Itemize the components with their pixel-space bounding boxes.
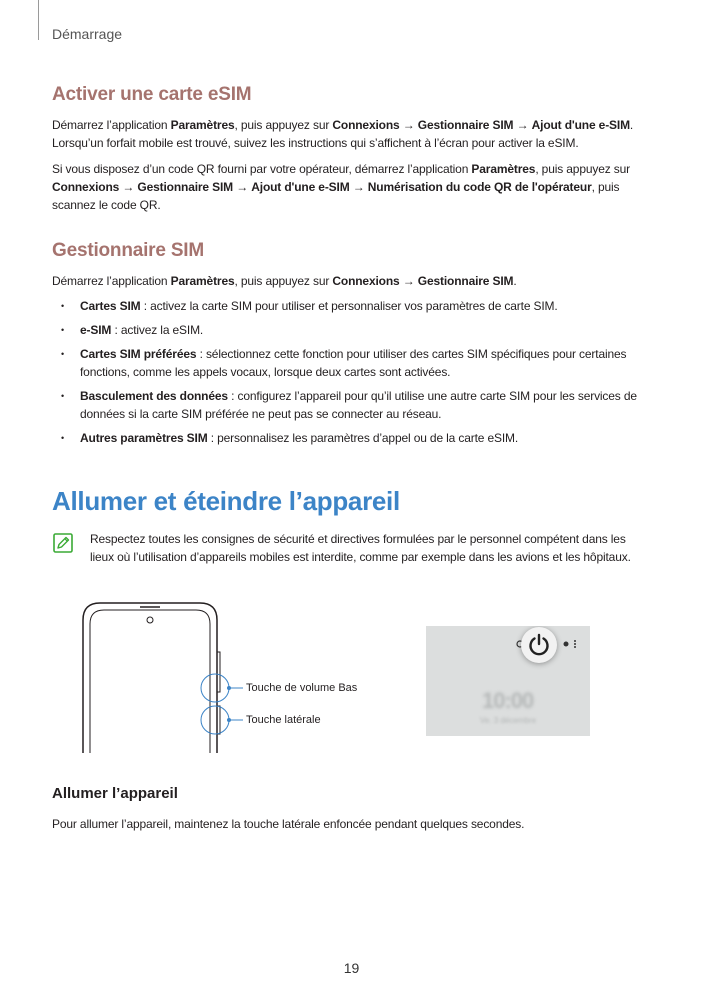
phone-illustration	[60, 598, 320, 758]
front-camera	[147, 617, 153, 623]
side-callout-dot	[227, 718, 231, 722]
section-label: Démarrage	[52, 26, 123, 42]
side-key	[217, 706, 220, 734]
sim-manager-title: Gestionnaire SIM	[52, 240, 205, 261]
power-icon	[521, 627, 557, 663]
esim-paragraph-1: Démarrez l’application Paramètres, puis appuyez sur Connexions → Gestionnaire SIM → Ajout d'une e-SIM. Lorsqu’un forfait mobile est trouvé, suivez les instructions qui s’affichent à l’écran pour activer la eSIM.	[52, 118, 634, 150]
page-number: 19	[343, 960, 360, 976]
list-item: • Basculement des données : configurez l’appareil pour qu’il utilise une autre carte SIM pour les services de données si la carte SIM préférée ne peut pas se connecter au réseau.	[52, 387, 652, 423]
header-rule	[38, 0, 39, 40]
sim-manager-intro: Démarrez l’application Paramètres, puis appuyez sur Connexions → Gestionnaire SIM.	[52, 274, 517, 288]
volume-callout-dot	[227, 686, 231, 690]
pencil-note-icon	[53, 533, 73, 553]
power-title: Allumer et éteindre l’appareil	[52, 486, 400, 516]
more-options-icon	[574, 640, 576, 642]
power-on-subtitle: Allumer l’appareil	[52, 785, 178, 802]
list-item: • Cartes SIM préférées : sélectionnez cette fonction pour utiliser des cartes SIM spécifiques pour certaines fonctions, comme les appels vocaux, lorsque deux cartes sont activées.	[52, 345, 652, 381]
screen-date: Ve. 3 décembre	[480, 716, 537, 725]
list-item: • Cartes SIM : activez la carte SIM pour utiliser et personnaliser vos paramètres de carte SIM.	[52, 297, 652, 315]
esim-paragraph-2: Si vous disposez d’un code QR fourni par votre opérateur, démarrez l’application Paramètres, puis appuyez sur Connexions → Gestionnaire SIM → Ajout d'une e-SIM → Numérisation du code QR de l'opérateur, puis scannez le code QR.	[52, 162, 631, 212]
phone-screen-outline	[90, 610, 210, 753]
safety-note: Respectez toutes les consignes de sécurité et directives formulées par le personnel compétent dans les lieux où l’utilisation d’appareils mobiles est interdite, comme par exemple dans les avions et les hôpitaux.	[90, 532, 631, 564]
list-item: • e-SIM : activez la eSIM.	[52, 321, 652, 339]
volume-down-key	[217, 652, 220, 692]
esim-title: Activer une carte eSIM	[52, 84, 252, 105]
power-button	[521, 627, 557, 663]
list-item: • Autres paramètres SIM : personnalisez les paramètres d’appel ou de la carte eSIM.	[52, 429, 652, 447]
volume-down-callout: Touche de volume Bas	[246, 682, 358, 694]
screen-clock: 10:00	[482, 688, 534, 713]
volume-key-highlight	[201, 674, 229, 702]
side-key-highlight	[201, 706, 229, 734]
gear-icon	[564, 642, 569, 647]
sim-manager-list	[52, 297, 652, 453]
phone-outline	[83, 603, 217, 753]
screen-illustration	[426, 626, 590, 736]
power-on-instruction: Pour allumer l’appareil, maintenez la touche latérale enfoncée pendant quelques secondes.	[52, 817, 525, 831]
side-key-callout: Touche latérale	[246, 714, 321, 726]
